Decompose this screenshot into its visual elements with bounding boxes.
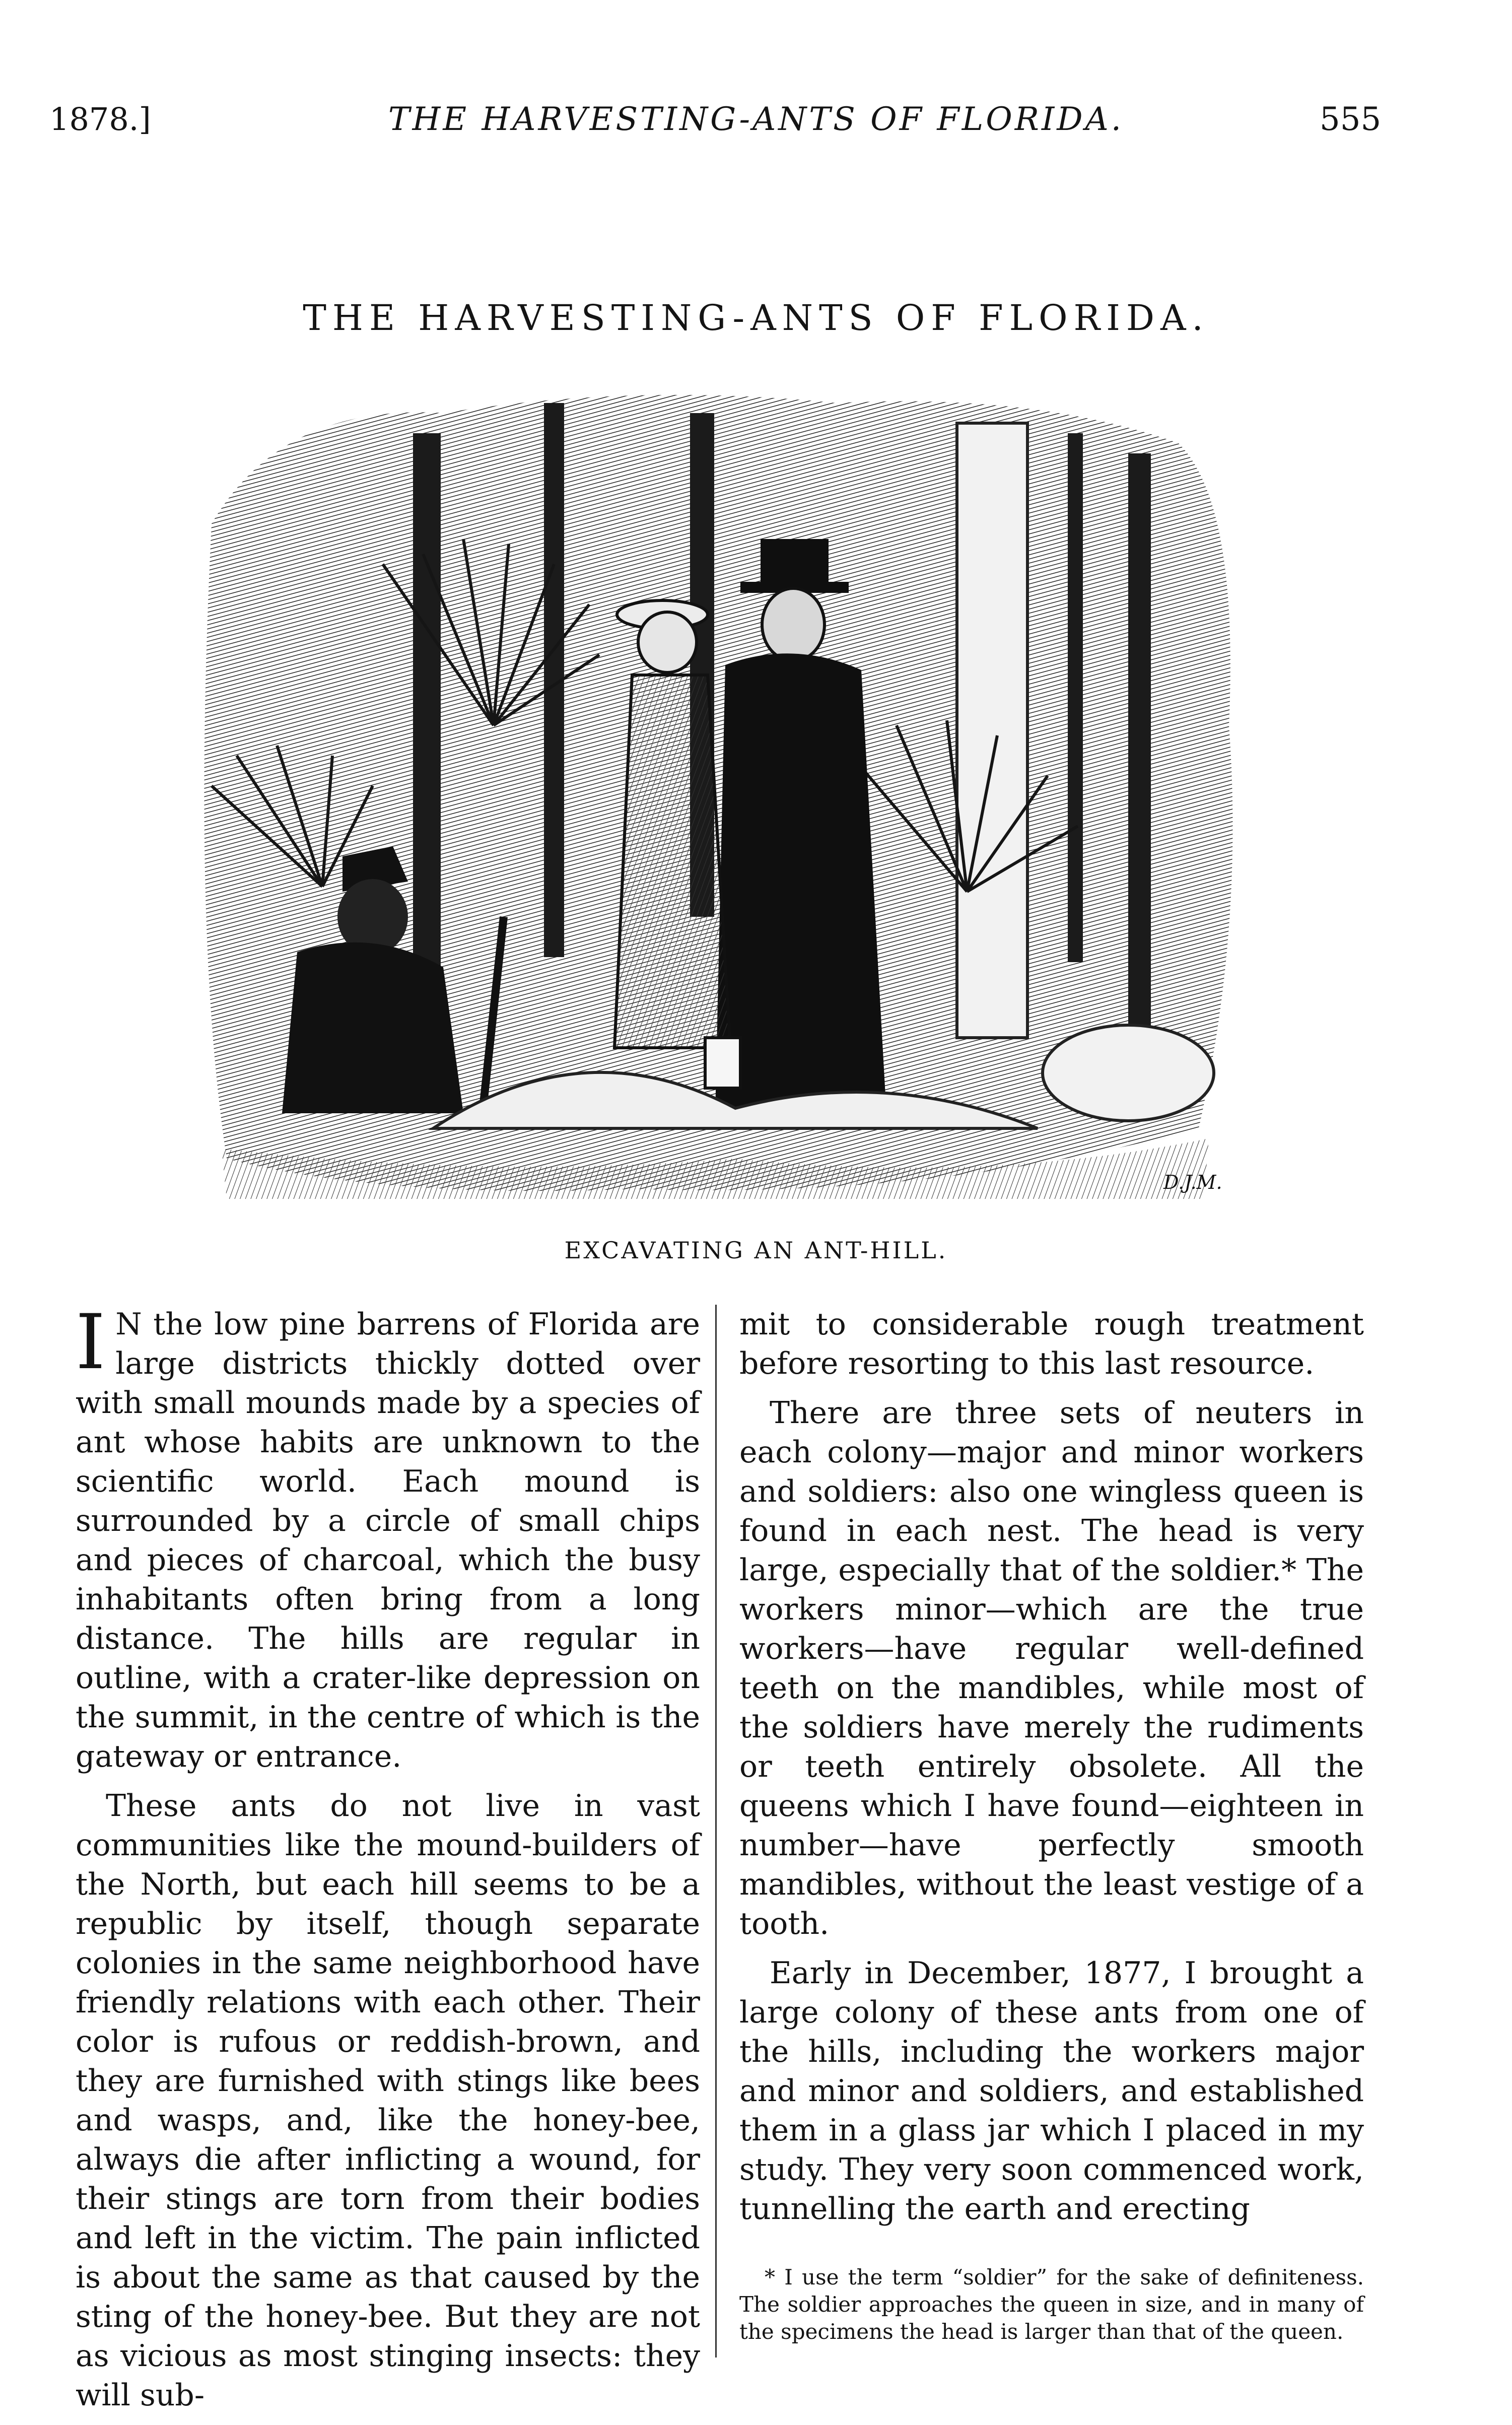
ant-hill-engraving: [181, 373, 1264, 1234]
drop-cap: I: [76, 1299, 106, 1386]
page-number: 555: [1320, 101, 1382, 138]
right-paragraph-1: mit to considerable rough treatment before resorting to this last resource.: [739, 1307, 1364, 1381]
left-paragraph-1-text: N the low pine barrens of Florida are large districts thickly dotted over with small mounds made by a species of ant whose habits are unknown to the scientific world. Each mound is surrounded by a circle of small chips and pieces of charcoal, which the busy inhabitants often bring from a long distance. The hills are regular in outline, with a crater-like depression on the summit, in the centre of which is the gateway or entrance.: [76, 1307, 700, 1774]
footnote: * I use the term “soldier” for the sake of definiteness. The soldier approaches the queen in size, and in many of the specimens the head is larger than that of the queen.: [739, 2265, 1364, 2344]
left-column: [76, 1299, 700, 2425]
running-head: [0, 101, 1512, 156]
figure-caption: EXCAVATING AN ANT-HILL.: [564, 1237, 948, 1264]
running-head-title: THE HARVESTING-ANTS OF FLORIDA.: [388, 101, 1124, 138]
right-paragraph-2: There are three sets of neuters in each colony—major and minor workers and soldiers: also one wingless queen is found in each nest. The head is very large, especially that of the soldier.* The workers minor—which are the true workers—have regular well-defined teeth on the mandibles, while most of the soldiers have merely the rudiments or teeth entirely obsolete. All the queens which I have found—eighteen in number—have perfectly smooth mandibles, without the least vestige of a tooth.: [739, 1395, 1364, 1941]
right-column: [739, 1305, 1364, 2355]
right-paragraph-3: Early in December, 1877, I brought a large colony of these ants from one of the hills, including the workers major and minor and soldiers, and established them in a glass jar which I placed in my study. They very soon commenced work, tunnelling the earth and erecting: [739, 1956, 1364, 2227]
engraver-signature: D.J.M.: [1163, 1171, 1222, 1193]
left-paragraph-1: [76, 1299, 700, 1776]
running-head-year: 1878.]: [49, 101, 151, 138]
left-paragraph-2: These ants do not live in vast communities like the mound-builders of the North, but each hill seems to be a republic by itself, though separate colonies in the same neighborhood have friendly relations with each other. Their color is rufous or reddish-brown, and they are furnished with stings like bees and wasps, and, like the honey-bee, always die after inflicting a wound, for their stings are torn from their bodies and left in the victim. The pain inflicted is about the same as that caused by the sting of the honey-bee. But they are not as vicious as most stinging insects: they will sub-: [76, 1788, 700, 2413]
column-divider: [715, 1305, 717, 2357]
article-title: THE HARVESTING-ANTS OF FLORIDA.: [303, 297, 1209, 339]
